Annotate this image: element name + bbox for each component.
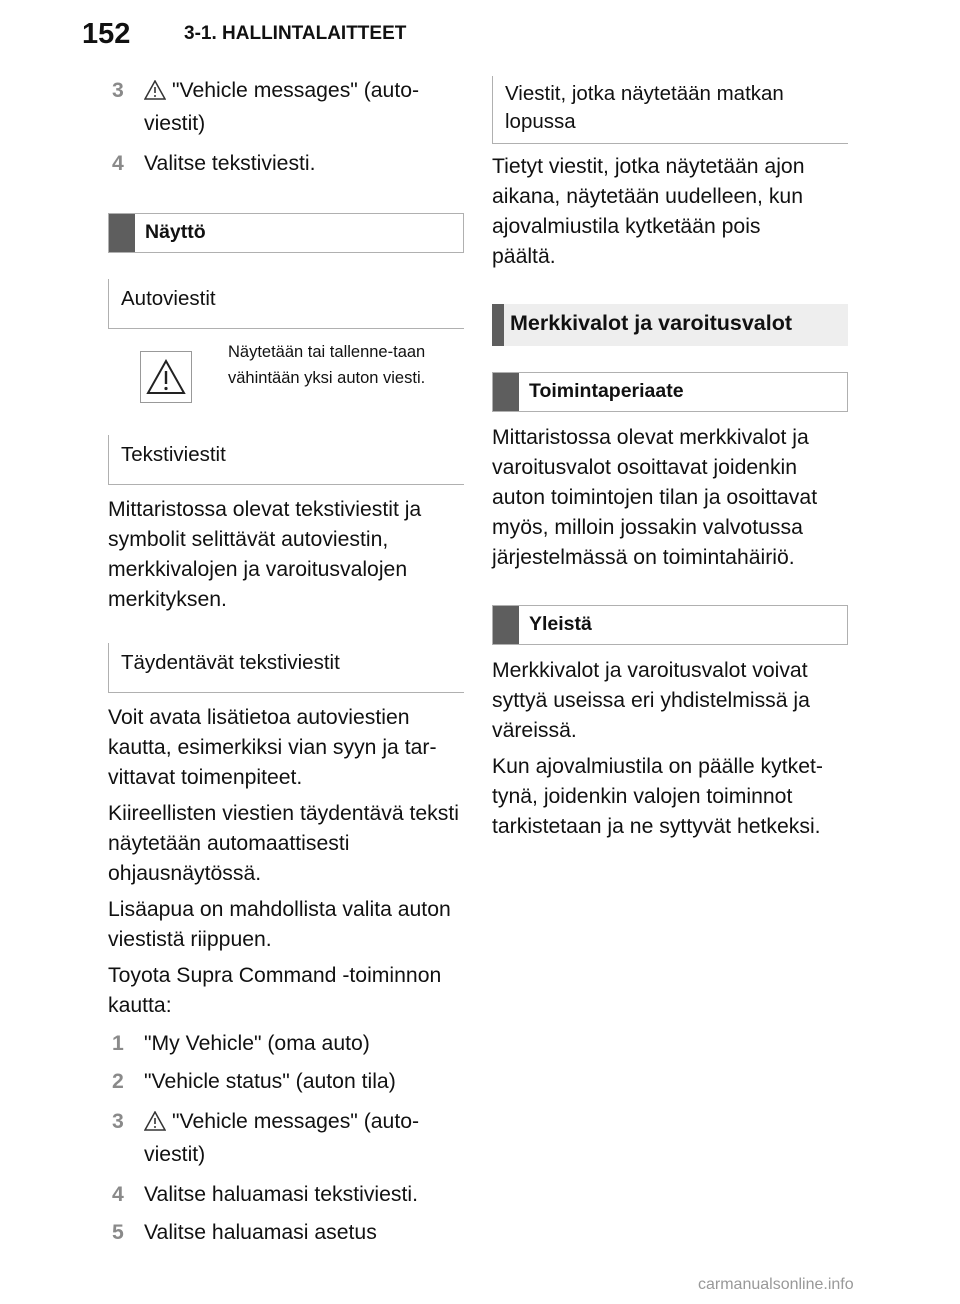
paragraph: Mittaristossa olevat merkkivalot ja varoitusvalot osoittavat joidenkin auton toimintojen tilan ja osoittavat myös, milloin jossakin valvotussa järjestelmässä on toimintahäiriö. <box>492 426 818 569</box>
heading-warning-lights <box>492 304 848 346</box>
heading-tekstiviestit <box>108 435 464 485</box>
paragraph: Toyota Supra Command -toiminnon kautta: <box>108 964 442 1017</box>
heading-bar <box>493 373 519 411</box>
step-number: 2 <box>112 1070 124 1093</box>
step-label: Valitse haluamasi asetus <box>144 1221 377 1244</box>
step-item <box>108 1218 464 1248</box>
heading-label: Yleistä <box>529 613 592 635</box>
step-item <box>108 1107 464 1170</box>
step-label: "Vehicle messages" (auto-viestit) <box>144 1110 420 1166</box>
step-label: "Vehicle status" (auton tila) <box>144 1070 396 1093</box>
step-item <box>108 149 464 179</box>
heading-general <box>492 605 848 645</box>
step-label: Valitse haluamasi tekstiviesti. <box>144 1183 418 1206</box>
heading-label: Täydentävät tekstiviestit <box>121 651 340 674</box>
warning-triangle-icon <box>144 1110 166 1140</box>
step-number: 4 <box>112 152 124 175</box>
paragraph: Lisäapua on mahdollista valita auton viestistä riippuen. <box>108 898 451 951</box>
step-text <box>144 1107 464 1170</box>
heading-end-messages <box>492 76 848 144</box>
heading-bar <box>493 606 519 644</box>
step-item <box>108 76 464 139</box>
section-title: 3-1. HALLINTALAITTEET <box>184 23 407 44</box>
step-number: 3 <box>112 1110 124 1133</box>
heading-display <box>108 213 464 253</box>
heading-label: Tekstiviestit <box>121 443 226 466</box>
paragraph: Merkkivalot ja varoitusvalot voivat syttyä useissa eri yhdistelmissä ja väreissä. <box>492 659 810 742</box>
step-item <box>108 1067 464 1097</box>
paragraph: Kiireellisten viestien täydentävä teksti näytetään automaattisesti ohjausnäytössä. <box>108 802 459 885</box>
page-number: 152 <box>82 18 131 50</box>
heading-label: Näyttö <box>145 221 206 243</box>
step-item <box>108 1029 464 1059</box>
page-header <box>0 0 960 70</box>
warning-triangle-icon <box>140 351 192 403</box>
heading-autoviestit <box>108 279 464 329</box>
left-column <box>108 76 464 1248</box>
heading-taydentavat <box>108 643 464 693</box>
heading-label: Toimintaperiaate <box>529 380 684 402</box>
step-label: "Vehicle messages" (auto-viestit) <box>144 79 420 135</box>
heading-label: Merkkivalot ja varoitusvalot <box>510 311 792 335</box>
symbol-row <box>108 339 464 403</box>
heading-label: Viestit, jotka näytetään matkan lopussa <box>505 82 784 133</box>
heading-principle <box>492 372 848 412</box>
step-label: Valitse tekstiviesti. <box>144 152 316 175</box>
step-item <box>108 1180 464 1210</box>
heading-bar <box>492 304 504 346</box>
step-text <box>144 76 464 139</box>
warning-triangle-icon <box>144 79 166 109</box>
paragraph: Kun ajovalmiustila on päälle kytket-tynä, joidenkin valojen toiminnot tarkistetaan ja ne syttyvät hetkeksi. <box>492 755 823 838</box>
heading-label: Autoviestit <box>121 287 216 310</box>
symbol-description: Näytetään tai tallenne-taan vähintään yksi auton viesti. <box>228 343 426 387</box>
step-number: 1 <box>112 1032 124 1055</box>
step-number: 3 <box>112 79 124 102</box>
right-column <box>492 76 848 842</box>
heading-bar <box>109 214 135 252</box>
paragraph: Mittaristossa olevat tekstiviestit ja symbolit selittävät autoviestin, merkkivalojen ja varoitusvalojen merkityksen. <box>108 498 422 611</box>
watermark: carmanualsonline.info <box>698 1276 854 1293</box>
step-label: "My Vehicle" (oma auto) <box>144 1032 370 1055</box>
step-number: 5 <box>112 1221 124 1244</box>
step-number: 4 <box>112 1183 124 1206</box>
paragraph: Tietyt viestit, jotka näytetään ajon aikana, näytetään uudelleen, kun ajovalmiustila kytketään pois päältä. <box>492 155 805 268</box>
paragraph: Voit avata lisätietoa autoviestien kautta, esimerkiksi vian syyn ja tar-vittavat toimenpiteet. <box>108 706 437 789</box>
